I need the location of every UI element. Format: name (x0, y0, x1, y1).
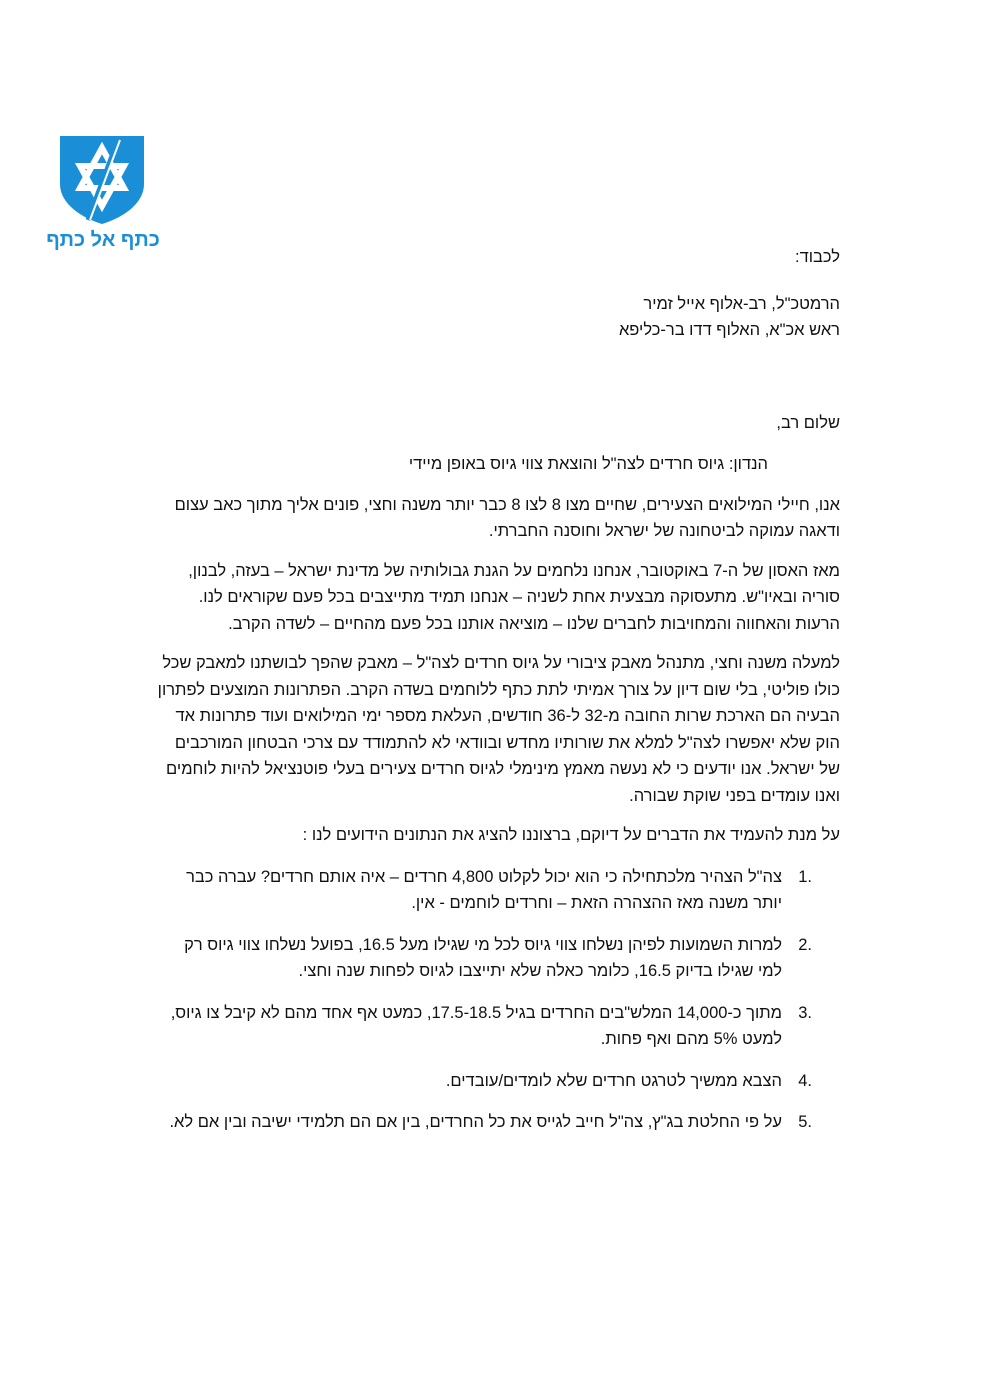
list-item (150, 864, 840, 917)
list-number: 1. (798, 867, 812, 886)
list-item-text: על פי החלטת בג"ץ, צה"ל חייב לגייס את כל החרדים, בין אם הם תלמידי ישיבה ובין אם לא. (169, 1113, 782, 1131)
list-item-text: מתוך כ-14,000 המלש"בים החרדים בגיל 17.5-18.5, כמעט אף אחד מהם לא קיבל צו גיוס, למעט 5% מהם ואף פחות. (170, 1003, 782, 1048)
letter-body (150, 244, 840, 1151)
recipient-line: הרמטכ"ל, רב-אלוף אייל זמיר (643, 294, 840, 313)
logo-text: כתף אל כתף (46, 229, 160, 251)
list-number: 2. (798, 935, 812, 954)
list-item (150, 1109, 840, 1136)
list-item (150, 1000, 840, 1053)
list-number: 3. (798, 1003, 812, 1022)
list-number: 4. (798, 1071, 812, 1090)
recipients-block (150, 291, 840, 344)
subject-line: הנדון: גיוס חרדים לצה"ל והוצאת צווי גיוס באופן מיידי (408, 455, 768, 473)
addressee-label: לכבוד: (795, 248, 840, 266)
facts-list (150, 864, 840, 1136)
facts-intro: על מנת להעמיד את הדברים על דיוקם, ברצוננו להציג את הנתונים הידועים לנו : (302, 826, 840, 844)
greeting: שלום רב, (776, 413, 840, 432)
body-paragraph: מאז האסון של ה-7 באוקטובר, אנחנו נלחמים על הגנת גבולותיה של מדינת ישראל – בעזה, לבנון, סוריה ובאיו"ש. מתעסוקה מבצעית אחת לשניה – אנחנו תמיד מתייצבים בכל פעם שקוראים לנו. הרעות והאחווה והמחויבות לחברים שלנו – מוציאה אותנו בכל פעם מהחיים – לשדה הקרב. (188, 561, 840, 633)
list-item (150, 1068, 840, 1095)
body-paragraph: למעלה משנה וחצי, מתנהל מאבק ציבורי על גיוס חרדים לצה"ל – מאבק שהפך לבושתנו למאבק שכל כולו פוליטי, בלי שום דיון על צורך אמיתי לתת כתף ללוחמים בשדה הקרב. הפתרונות המוצעים לפתרון הבעיה הם הארכת שרות החובה מ-32 ל-36 חודשים, העלאת מספר ימי המילואים ועוד פתרונות אד הוק שלא יאפשרו לצה"ל למלא את שורותיו מחדש ובוודאי לא להתמודד עם צרכי הבטחון המורכבים של ישראל. אנו יודעים כי לא נעשה מאמץ מינימלי לגיוס חרדים צעירים בעלי פוטנציאל להיות לוחמים ואנו עומדים בפני שוקת שבורה. (157, 654, 840, 805)
shield-star-icon (58, 134, 146, 226)
list-number: 5. (798, 1113, 812, 1131)
list-item (150, 932, 840, 985)
list-item-text: צה"ל הצהיר מלכתחילה כי הוא יכול לקלוט 4,800 חרדים – איה אותם חרדים? עברה כבר יותר משנה מאז ההצהרה הזאת – וחרדים לוחמים - אין. (186, 867, 782, 912)
list-item-text: למרות השמועות לפיהן נשלחו צווי גיוס לכל מי שגילו מעל 16.5, בפועל נשלחו צווי גיוס רק למי שגילו בדיוק 16.5, כלומר כאלה שלא יתייצבו לגיוס לפחות שנה וחצי. (184, 935, 782, 980)
body-paragraph: אנו, חיילי המילואים הצעירים, שחיים מצו 8 לצו 8 כבר יותר משנה וחצי, פונים אליך מתוך כאב עצום ודאגה עמוקה לביטחונה של ישראל וחוסנה החברתי. (174, 495, 840, 540)
list-item-text: הצבא ממשיך לטרגט חרדים שלא לומדים/עובדים. (445, 1071, 782, 1090)
recipient-line: ראש אכ"א, האלוף דדו בר-כליפא (618, 321, 840, 339)
organization-logo (44, 130, 174, 260)
